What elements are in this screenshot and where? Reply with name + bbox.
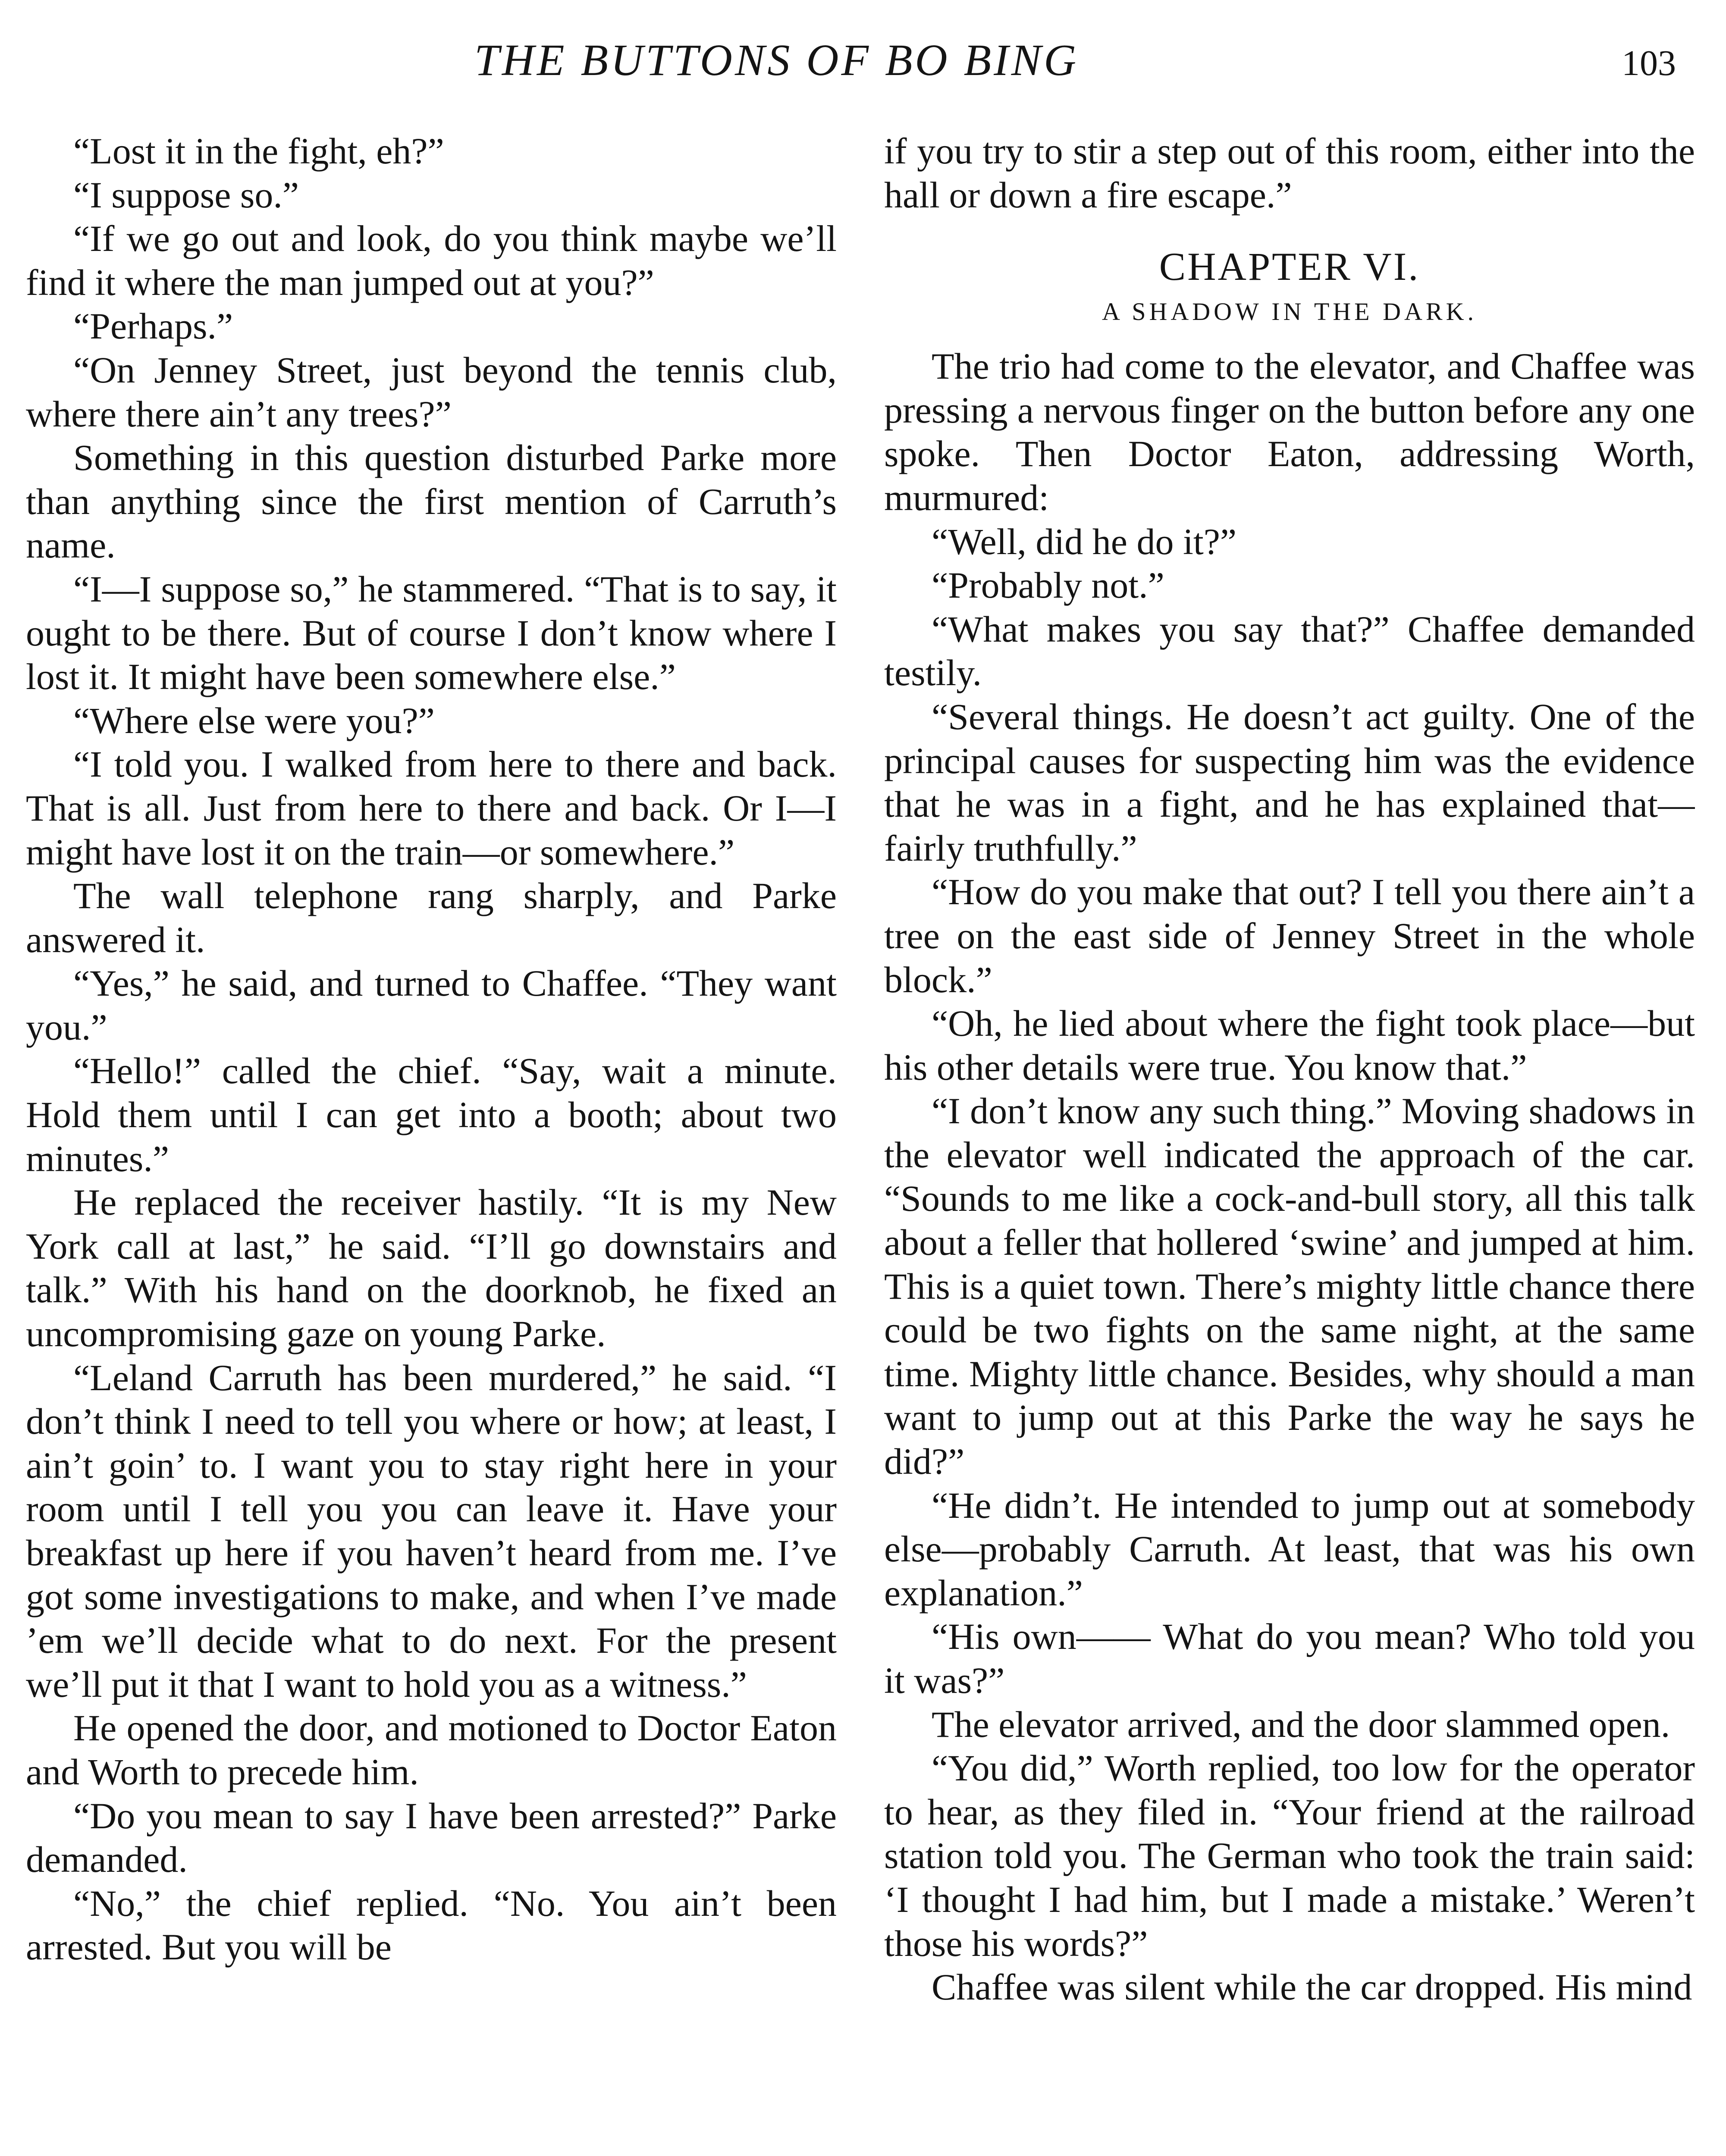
left-column (26, 129, 837, 2156)
paragraph: Something in this question disturbed Parke more than anything since the first mention of Carruth’s name. (26, 437, 837, 566)
running-head (0, 34, 1726, 91)
paragraph: “I—I suppose so,” he stammered. “That is to say, it ought to be there. But of course I don’t know where I lost it. It might have been somewhere else.” (26, 568, 837, 698)
paragraph: The trio had come to the elevator, and Chaffee was pressing a nervous finger on the button before any one spoke. Then Doctor Eaton, addressing Worth, murmured: (884, 345, 1695, 518)
page-number: 103 (1622, 43, 1676, 83)
paragraph: “Lost it in the fight, eh?” (73, 130, 444, 172)
paragraph: “Yes,” he said, and turned to Chaffee. “They want you.” (26, 962, 837, 1048)
running-title: THE BUTTONS OF BO BING (474, 35, 1079, 85)
paragraph: “I suppose so.” (73, 174, 299, 216)
paragraph: “Well, did he do it?” (932, 520, 1237, 562)
paragraph: “Probably not.” (932, 564, 1164, 606)
paragraph: “If we go out and look, do you think maybe we’ll find it where the man jumped out at you?” (26, 218, 837, 303)
paragraph: “Hello!” called the chief. “Say, wait a minute. Hold them until I can get into a booth; about two minutes.” (26, 1050, 837, 1179)
chapter-subtitle: A SHADOW IN THE DARK. (1102, 298, 1477, 326)
paragraph: He replaced the receiver hastily. “It is my New York call at last,” he said. “I’ll go downstairs and talk.” With his hand on the doorknob, he fixed an uncompromising gaze on young Parke. (26, 1181, 837, 1355)
paragraph: “Leland Carruth has been murdered,” he said. “I don’t think I need to tell you where or how; at least, I ain’t goin’ to. I want you to stay right here in your room until I tell you you can leave it. Have your breakfast up here if you haven’t heard from me. I’ve got some investigations to make, and when I’ve made ’em we’ll decide what to do next. For the present we’ll put it that I want to hold you as a witness.” (26, 1357, 837, 1705)
paragraph: Chaffee was silent while the car dropped. His mind (932, 1966, 1692, 2008)
paragraph: “His own—— What do you mean? Who told you it was?” (884, 1616, 1695, 1701)
paragraph: “I told you. I walked from here to there and back. That is all. Just from here to there and back. Or I—I might have lost it on the train—or somewhere.” (26, 743, 837, 873)
paragraph: He opened the door, and motioned to Doctor Eaton and Worth to precede him. (26, 1707, 837, 1792)
paragraph: “Do you mean to say I have been arrested?” Parke demanded. (26, 1795, 837, 1880)
paragraph: “On Jenney Street, just beyond the tennis club, where there ain’t any trees?” (26, 349, 837, 435)
paragraph: “You did,” Worth replied, too low for the operator to hear, as they filed in. “Your friend at the railroad station told you. The German who took the train said: ‘I thought I had him, but I made a mistake.’ Weren’t those his words?” (884, 1747, 1695, 1964)
paragraph: “Perhaps.” (73, 305, 233, 347)
paragraph: “I don’t know any such thing.” Moving shadows in the elevator well indicated the approach of the car. “Sounds to me like a cock-and-bull story, all this talk about a feller that hollered ‘swine’ and jumped at him. This is a quiet town. There’s mighty little chance there could be two fights on the same night, at the same time. Mighty little chance. Besides, why should a man want to jump out at this Parke the way he says he did?” (884, 1090, 1695, 1482)
paragraph: “What makes you say that?” Chaffee demanded testily. (884, 608, 1695, 694)
continued-paragraph: if you try to stir a step out of this room, either into the hall or down a fire escape.” (884, 130, 1695, 216)
paragraph: “Several things. He doesn’t act guilty. One of the principal causes for suspecting him was the evidence that he was in a fight, and he has explained that—fairly truthfully.” (884, 696, 1695, 869)
paragraph: “Oh, he lied about where the fight took place—but his other details were true. You know that.” (884, 1003, 1695, 1088)
paragraph: “How do you make that out? I tell you there ain’t a tree on the east side of Jenney Street in the whole block.” (884, 871, 1695, 1000)
chapter-heading: CHAPTER VI. (1159, 244, 1420, 289)
paragraph: “No,” the chief replied. “No. You ain’t been arrested. But you will be (26, 1882, 837, 1968)
paragraph: “He didn’t. He intended to jump out at somebody else—probably Carruth. At least, that was his own explanation.” (884, 1484, 1695, 1614)
paragraph: The elevator arrived, and the door slammed open. (932, 1703, 1670, 1745)
paragraph: “Where else were you?” (73, 699, 435, 741)
right-column (884, 129, 1695, 2156)
paragraph: The wall telephone rang sharply, and Parke answered it. (26, 875, 837, 960)
